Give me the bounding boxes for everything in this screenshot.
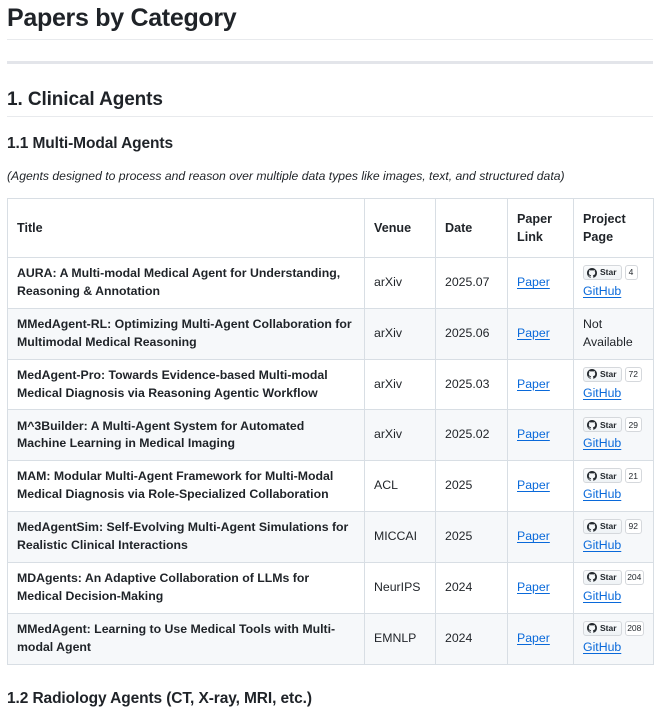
paper-link[interactable]: Paper (517, 478, 550, 493)
table-row (8, 562, 654, 613)
subsection-heading-radiology-agents: 1.2 Radiology Agents (CT, X-ray, MRI, etc.) (7, 689, 312, 707)
cell-project-page (574, 613, 654, 664)
table-row (8, 308, 654, 359)
cell-project-page (574, 359, 654, 410)
table-row (8, 359, 654, 410)
table-body (8, 258, 654, 664)
column-header-venue: Venue (365, 198, 436, 258)
cell-paper-title: MedAgent-Pro: Towards Evidence-based Multi-modal Medical Diagnosis via Reasoning Agentic Workflow (8, 359, 365, 410)
cell-project-page (574, 461, 654, 512)
cell-date: 2024 (436, 613, 508, 664)
section-heading-clinical-agents: 1. Clinical Agents (7, 88, 163, 110)
github-star-badge (583, 265, 644, 280)
table-row (8, 461, 654, 512)
github-link[interactable]: GitHub (583, 588, 622, 603)
github-star-badge (583, 367, 644, 382)
cell-paper-title: MAM: Modular Multi-Agent Framework for Multi-Modal Medical Diagnosis via Role-Specialized Collaboration (8, 461, 365, 512)
paper-link[interactable]: Paper (517, 579, 550, 594)
github-star-button[interactable] (583, 367, 622, 382)
cell-paper-link (508, 308, 574, 359)
cell-project-page (574, 562, 654, 613)
paper-link[interactable]: Paper (517, 275, 550, 290)
cell-project-page (574, 410, 654, 461)
cell-venue: ACL (365, 461, 436, 512)
github-icon (587, 471, 597, 481)
star-label: Star (600, 622, 617, 633)
github-link[interactable]: GitHub (583, 639, 622, 654)
cell-date: 2024 (436, 562, 508, 613)
cell-date: 2025 (436, 461, 508, 512)
table-row (8, 613, 654, 664)
github-star-badge (583, 519, 644, 534)
cell-paper-link (508, 613, 574, 664)
star-count[interactable]: 208 (625, 621, 644, 636)
github-star-button[interactable] (583, 621, 622, 636)
cell-date: 2025.06 (436, 308, 508, 359)
column-header-title: Title (8, 198, 365, 258)
star-count[interactable]: 92 (625, 519, 642, 534)
cell-venue: MICCAI (365, 512, 436, 563)
column-header-date: Date (436, 198, 508, 258)
star-label: Star (600, 521, 617, 532)
star-label: Star (600, 267, 617, 278)
cell-paper-link (508, 410, 574, 461)
cell-venue: arXiv (365, 359, 436, 410)
star-count[interactable]: 4 (625, 265, 638, 280)
table-row (8, 512, 654, 563)
table-header (8, 198, 654, 258)
github-icon (587, 369, 597, 379)
table-row (8, 410, 654, 461)
star-count[interactable]: 204 (625, 570, 644, 585)
github-star-badge (583, 417, 644, 432)
github-star-badge (583, 468, 644, 483)
cell-paper-title: M^3Builder: A Multi-Agent System for Automated Machine Learning in Medical Imaging (8, 410, 365, 461)
paper-link[interactable]: Paper (517, 529, 550, 544)
cell-paper-link (508, 258, 574, 309)
star-label: Star (600, 368, 617, 379)
cell-paper-link (508, 512, 574, 563)
star-label: Star (600, 572, 617, 583)
github-icon (587, 623, 597, 633)
cell-date: 2025 (436, 512, 508, 563)
cell-paper-title: MDAgents: An Adaptive Collaboration of LLMs for Medical Decision-Making (8, 562, 365, 613)
cell-paper-title: MMedAgent-RL: Optimizing Multi-Agent Collaboration for Multimodal Medical Reasoning (8, 308, 365, 359)
cell-paper-title: MedAgentSim: Self-Evolving Multi-Agent Simulations for Realistic Clinical Interactions (8, 512, 365, 563)
github-star-badge (583, 621, 644, 636)
project-not-available-text: Not Available (583, 316, 633, 349)
cell-project-page (574, 308, 654, 359)
subsection-note: (Agents designed to process and reason over multiple data types like images, text, and structured data) (7, 168, 565, 183)
github-star-button[interactable] (583, 570, 622, 585)
github-link[interactable]: GitHub (583, 487, 622, 502)
cell-venue: NeurIPS (365, 562, 436, 613)
column-header-project-page: Project Page (574, 198, 654, 258)
table-row (8, 258, 654, 309)
paper-link[interactable]: Paper (517, 376, 550, 391)
cell-project-page (574, 512, 654, 563)
column-header-paper-link: Paper Link (508, 198, 574, 258)
cell-date: 2025.02 (436, 410, 508, 461)
github-link[interactable]: GitHub (583, 284, 622, 299)
paper-link[interactable]: Paper (517, 325, 550, 340)
github-star-button[interactable] (583, 468, 622, 483)
subsection-heading-multimodal-agents: 1.1 Multi-Modal Agents (7, 134, 174, 152)
cell-paper-title: MMedAgent: Learning to Use Medical Tools with Multi-modal Agent (8, 613, 365, 664)
github-star-button[interactable] (583, 519, 622, 534)
papers-table (7, 198, 654, 665)
cell-date: 2025.07 (436, 258, 508, 309)
cell-venue: arXiv (365, 410, 436, 461)
github-icon (587, 420, 597, 430)
github-star-button[interactable] (583, 265, 622, 280)
star-count[interactable]: 29 (625, 417, 642, 432)
paper-link[interactable]: Paper (517, 427, 550, 442)
cell-venue: arXiv (365, 308, 436, 359)
github-icon (587, 268, 597, 278)
github-link[interactable]: GitHub (583, 385, 622, 400)
github-icon (587, 572, 597, 582)
star-count[interactable]: 21 (625, 468, 642, 483)
page-title: Papers by Category (7, 4, 237, 32)
title-divider-thin (7, 39, 653, 40)
table-header-row (8, 198, 654, 258)
cell-paper-link (508, 461, 574, 512)
cell-project-page (574, 258, 654, 309)
github-link[interactable]: GitHub (583, 436, 622, 451)
cell-paper-link (508, 359, 574, 410)
star-label: Star (600, 419, 617, 430)
cell-venue: EMNLP (365, 613, 436, 664)
github-star-button[interactable] (583, 417, 622, 432)
github-star-badge (583, 570, 644, 585)
github-link[interactable]: GitHub (583, 538, 622, 553)
cell-paper-link (508, 562, 574, 613)
cell-paper-title: AURA: A Multi-modal Medical Agent for Understanding, Reasoning & Annotation (8, 258, 365, 309)
cell-venue: arXiv (365, 258, 436, 309)
github-icon (587, 522, 597, 532)
star-count[interactable]: 72 (625, 367, 642, 382)
paper-link[interactable]: Paper (517, 630, 550, 645)
cell-date: 2025.03 (436, 359, 508, 410)
star-label: Star (600, 470, 617, 481)
